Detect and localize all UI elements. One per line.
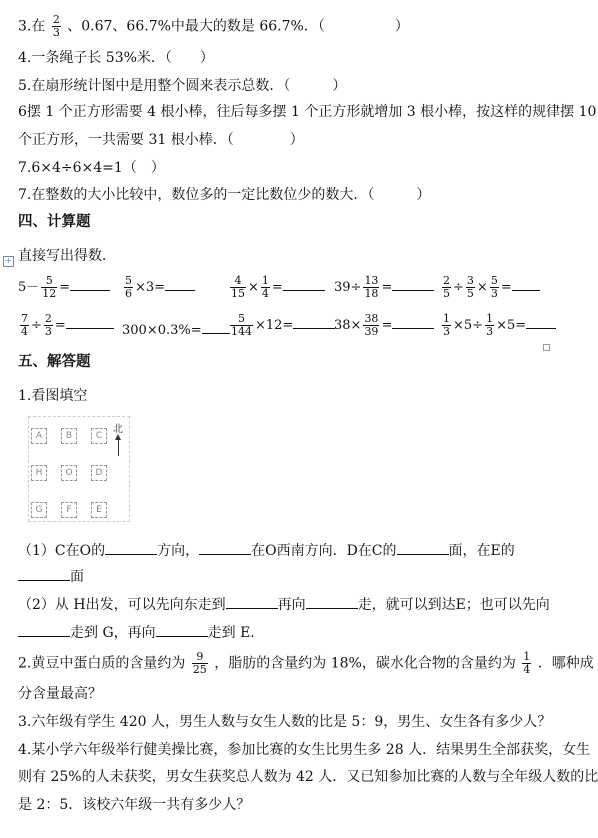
question-1-2-cont: 走到 G，再向 走到 E． xyxy=(18,622,264,643)
calc-r2-e1: $\frac{7}{4}$ ÷ $\frac{2}{3}$ = xyxy=(18,313,114,338)
grid-point-d: D xyxy=(91,465,107,481)
tf-question-3: 3.在 $\frac{2}{3}$ 、0.67、66.7%中最大的数是 66.7%．（ ） xyxy=(18,13,409,39)
answer-blank[interactable] xyxy=(283,276,325,291)
north-label: 北 xyxy=(113,424,123,435)
tf-question-7a: 7.6×4÷6×4=1（ ） xyxy=(18,160,165,176)
calc-r1-e3: $\frac{4}{15}$ × $\frac{1}{4}$ = xyxy=(228,275,325,300)
calc-r2-e3: $\frac{5}{144}$ ×12= xyxy=(228,313,335,338)
section-4-intro: 直接写出得数． xyxy=(18,248,116,264)
question-2-cont: 分含量最高？ xyxy=(18,686,102,702)
question-1-2: （2）从 H出发，可以先向东走到 再向 走，就可以到达E；也可以先向 xyxy=(18,594,550,615)
grid-point-e: E xyxy=(91,502,107,518)
calc-r2-e5: $\frac{1}{3}$ ×5÷ $\frac{1}{3}$ ×5= xyxy=(440,313,556,338)
grid-point-o: O xyxy=(61,465,77,481)
answer-blank[interactable] xyxy=(66,314,114,329)
answer-blank[interactable] xyxy=(18,566,70,581)
calc-r1-e5: $\frac{2}{5}$ ÷ $\frac{3}{5}$ × $\frac{5}{3}$ = xyxy=(440,275,540,300)
calc-r1-e1: 5－ $\frac{5}{12}$ = xyxy=(18,275,110,300)
section-4-title: 四、计算题 xyxy=(18,214,91,230)
answer-blank[interactable] xyxy=(397,540,449,555)
calc-r2-e4: 38× $\frac{38}{39}$ = xyxy=(334,313,434,338)
answer-blank[interactable] xyxy=(156,622,208,637)
grid-point-f: F xyxy=(61,502,77,518)
answer-blank[interactable] xyxy=(18,622,70,637)
answer-blank[interactable] xyxy=(165,276,195,291)
tf-question-7b: 7.在整数的大小比较中，数位多的一定比数位少的数大．（ ） xyxy=(18,187,431,203)
question-4b: 则有 25%的人未获奖，男女生获奖总人数为 42 人．又已知参加比赛的人数与全年级人数的比 xyxy=(18,769,598,785)
tf-question-4: 4.一条绳子长 53%米．（ ） xyxy=(18,50,214,66)
answer-blank[interactable] xyxy=(226,594,278,609)
question-4a: 4.某小学六年级举行健美操比赛，参加比赛的女生比男生多 28 人．结果男生全部获奖，女生 xyxy=(18,742,591,758)
answer-blank[interactable] xyxy=(293,314,335,329)
grid-point-b: B xyxy=(61,428,77,444)
answer-blank[interactable] xyxy=(199,540,251,555)
fraction: $\frac{2}{3}$ xyxy=(52,13,60,39)
answer-blank[interactable] xyxy=(105,540,157,555)
answer-blank[interactable] xyxy=(306,594,358,609)
question-3: 3.六年级有学生 420 人，男生人数与女生人数的比是 5：9，男生、女生各有多少人？ xyxy=(18,714,552,730)
resize-handle[interactable] xyxy=(543,344,550,351)
answer-blank[interactable] xyxy=(512,276,540,291)
grid-point-a: A xyxy=(31,428,47,444)
question-1-1-cont: 面 xyxy=(18,566,84,587)
calc-r1-e4: 39÷ $\frac{13}{18}$ = xyxy=(334,275,434,300)
answer-blank[interactable] xyxy=(526,314,556,329)
tf-question-6a: 6摆 1 个正方形需要 4 根小棒，往后每多摆 1 个正方形就增加 3 根小棒，按这样的规律摆 10 xyxy=(18,104,597,120)
calc-r2-e2: 300×0.3%= xyxy=(122,319,230,338)
move-handle-icon[interactable]: + xyxy=(3,256,14,267)
question-1: 1.看图填空 xyxy=(18,388,88,404)
section-5-title: 五、解答题 xyxy=(18,354,91,370)
answer-blank[interactable] xyxy=(392,276,434,291)
answer-blank[interactable] xyxy=(202,319,230,334)
grid-point-c: C xyxy=(91,428,107,444)
question-4c: 是 2：5．该校六年级一共有多少人？ xyxy=(18,797,251,813)
tf-question-5: 5.在扇形统计图中是用整个圆来表示总数．（ ） xyxy=(18,78,347,94)
question-2: 2.黄豆中蛋白质的含量约为 $\frac{9}{25}$ ，脂肪的含量约为 18%，碳水化合物的含量约为 $\frac{1}{4}$ ．哪种成 xyxy=(18,650,594,676)
question-1-1: （1）C在O的 方向， 在O西南方向．D在C的 面，在E的 xyxy=(18,540,515,561)
grid-point-g: G xyxy=(31,502,47,518)
answer-blank[interactable] xyxy=(70,276,110,291)
answer-blank[interactable] xyxy=(392,314,434,329)
grid-point-h: H xyxy=(31,465,47,481)
calc-r1-e2: $\frac{5}{6}$ ×3= xyxy=(122,275,195,300)
tf-question-6b: 个正方形，一共需要 31 根小棒．（ ） xyxy=(18,132,304,148)
